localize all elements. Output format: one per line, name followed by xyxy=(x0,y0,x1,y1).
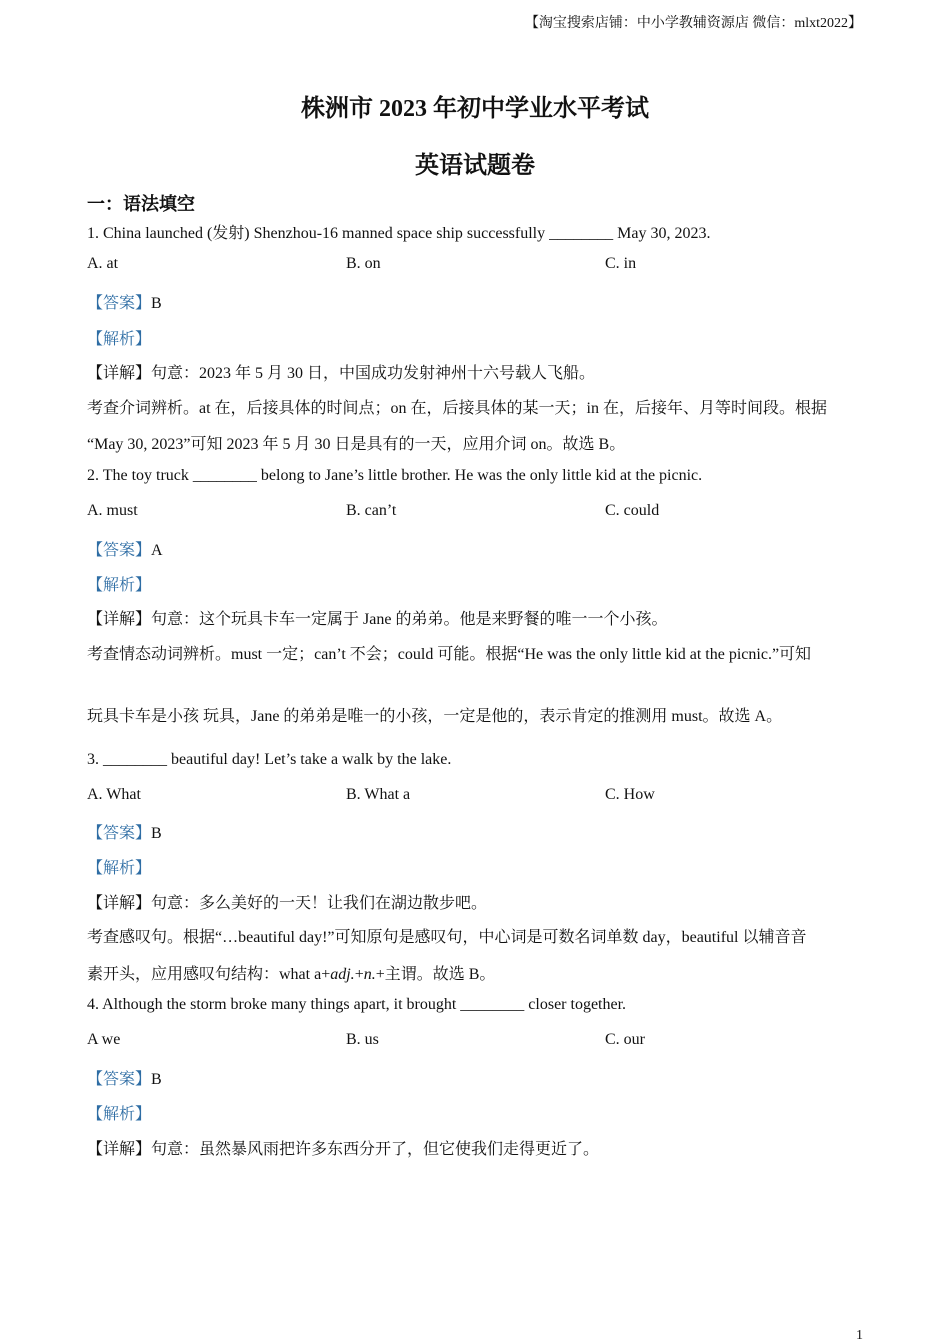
q2-option-b: B. can’t xyxy=(346,502,397,519)
section-heading: 一：语法填空 xyxy=(87,194,195,214)
q2-detail-text: 句意：这个玩具卡车一定属于 Jane 的弟弟。他是来野餐的唯一一个小孩。 xyxy=(151,611,668,628)
q3-option-a: A. What xyxy=(87,786,141,803)
q1-detail xyxy=(87,360,595,383)
q4-detail-text: 句意：虽然暴风雨把许多东西分开了，但它使我们走得更近了。 xyxy=(151,1141,600,1158)
q3-exp2-post: +主谓。故选 B。 xyxy=(375,966,496,983)
answer-tag: 【答案】 xyxy=(87,295,152,312)
header-note: 【淘宝搜索店铺：中小学教辅资源店 微信：mlxt2022】 xyxy=(524,16,862,31)
q1-explanation-2: “May 30, 2023”可知 2023 年 5 月 30 日是具有的一天，应用介词 on。故选 B。 xyxy=(87,436,626,453)
q4-option-a: A we xyxy=(87,1031,121,1048)
page-number: 1 xyxy=(856,1328,863,1343)
page-subtitle: 英语试题卷 xyxy=(415,153,535,179)
q1-option-b: B. on xyxy=(346,255,381,272)
q3-stem: 3. ________ beautiful day! Let’s take a walk by the lake. xyxy=(87,751,452,768)
q4-answer-value: B xyxy=(151,1071,162,1088)
q2-option-c: C. could xyxy=(605,502,660,519)
q4-option-c: C. our xyxy=(605,1031,645,1048)
q4-detail xyxy=(87,1136,599,1159)
q3-exp2-pre: 素开头，应用感叹句结构：what a+ xyxy=(87,966,331,983)
q3-analysis-tag: 【解析】 xyxy=(87,860,152,877)
q1-analysis-tag: 【解析】 xyxy=(87,331,152,348)
q4-option-b: B. us xyxy=(346,1031,379,1048)
q1-stem: 1. China launched (发射) Shenzhou-16 manned space ship successfully ________ May 30, 2023. xyxy=(87,225,711,242)
q4-analysis-tag: 【解析】 xyxy=(87,1106,152,1123)
q1-answer-value: B xyxy=(151,295,162,312)
answer-tag: 【答案】 xyxy=(87,542,152,559)
q1-option-a: A. at xyxy=(87,255,119,272)
q3-exp2-plus: + xyxy=(354,966,364,983)
q3-detail-text: 句意：多么美好的一天！让我们在湖边散步吧。 xyxy=(151,895,488,912)
detail-tag: 【详解】 xyxy=(87,895,152,912)
q2-explanation-1: 考查情态动词辨析。must 一定；can’t 不会；could 可能。根据“He was the only little kid at the picnic.”可知 xyxy=(87,646,812,663)
detail-tag: 【详解】 xyxy=(87,365,152,382)
q2-answer xyxy=(87,537,163,560)
q3-exp2-n: n. xyxy=(363,966,376,983)
q3-option-b: B. What a xyxy=(346,786,411,803)
q2-analysis-tag: 【解析】 xyxy=(87,577,152,594)
page-title: 株洲市 2023 年初中学业水平考试 xyxy=(301,96,649,122)
q4-stem: 4. Although the storm broke many things apart, it brought ________ closer together. xyxy=(87,996,627,1013)
q4-answer xyxy=(87,1066,162,1089)
q1-explanation-1: 考查介词辨析。at 在，后接具体的时间点；on 在，后接具体的某一天；in 在，后接年、月等时间段。根据 xyxy=(87,400,827,417)
q2-stem: 2. The toy truck ________ belong to Jane’s little brother. He was the only little kid at the picnic. xyxy=(87,467,703,484)
detail-tag: 【详解】 xyxy=(87,1141,152,1158)
q3-answer xyxy=(87,820,162,843)
q2-explanation-2: 玩具卡车是小孩 玩具，Jane 的弟弟是唯一的小孩，一定是他的，表示肯定的推测用 must。故选 A。 xyxy=(87,708,783,725)
q1-detail-text: 句意：2023 年 5 月 30 日，中国成功发射神州十六号载人飞船。 xyxy=(151,365,596,382)
q3-exp2-adj: adj. xyxy=(330,966,355,983)
q3-explanation-1: 考查感叹句。根据“…beautiful day!”可知原句是感叹句，中心词是可数名词单数 day，beautiful 以辅音音 xyxy=(87,929,807,946)
q2-answer-value: A xyxy=(151,542,163,559)
q2-detail xyxy=(87,606,667,629)
q1-answer xyxy=(87,290,162,313)
q3-option-c: C. How xyxy=(605,786,655,803)
q3-answer-value: B xyxy=(151,825,162,842)
q3-detail xyxy=(87,890,487,913)
q2-option-a: A. must xyxy=(87,502,138,519)
detail-tag: 【详解】 xyxy=(87,611,152,628)
answer-tag: 【答案】 xyxy=(87,825,152,842)
q3-explanation-2 xyxy=(87,961,495,984)
q1-option-c: C. in xyxy=(605,255,637,272)
answer-tag: 【答案】 xyxy=(87,1071,152,1088)
